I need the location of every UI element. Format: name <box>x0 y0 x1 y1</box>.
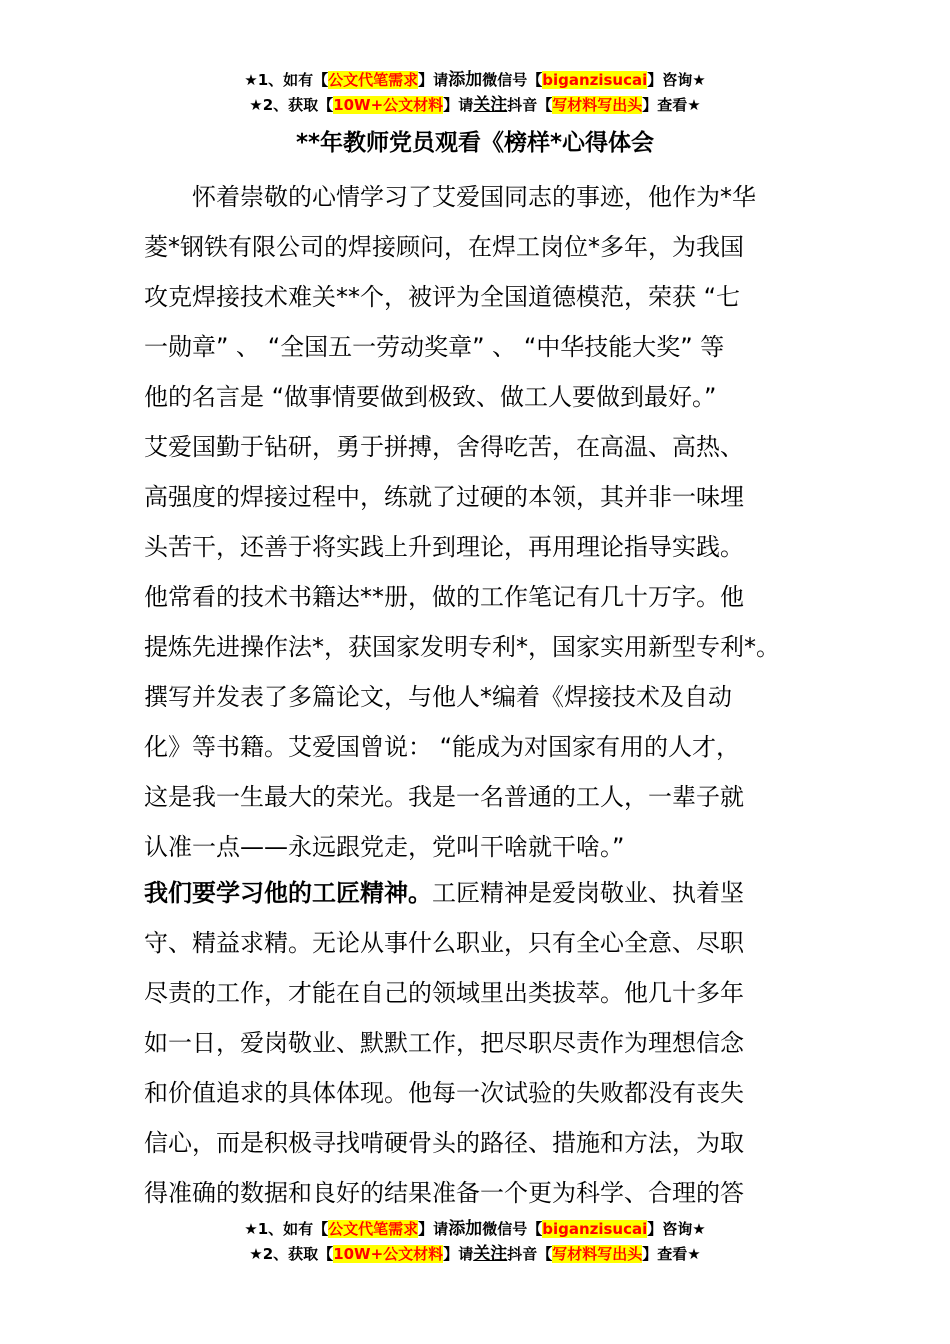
promo-line-2: ★2、获取【10W+公文材料】请关注抖音【写材料写出头】查看★ <box>249 1244 701 1264</box>
text-line: 怀着崇敬的心情学习了艾爱国同志的事迹，他作为*华 <box>144 183 756 211</box>
star-icon: ★ <box>244 1220 258 1238</box>
text-line: 提炼先进操作法*，获国家发明专利*，国家实用新型专利*。 <box>144 633 780 661</box>
highlight-writing-service: 公文代笔需求 <box>328 1220 419 1238</box>
highlight-douyin-account: 写材料写出头 <box>552 96 643 114</box>
highlight-wechat-id: biganzisucai <box>542 1220 648 1238</box>
text-line: 这是我一生最大的荣光。我是一名普通的工人，一辈子就 <box>144 783 744 811</box>
text-line: 头苦干，还善于将实践上升到理论，再用理论指导实践。 <box>144 533 744 561</box>
star-icon: ★ <box>244 71 258 89</box>
text-line: 菱*钢铁有限公司的焊接顾问，在焊工岗位*多年，为我国 <box>144 233 744 261</box>
bottom-promo-banner <box>0 1217 950 1267</box>
text-line: 我们要学习他的工匠精神。工匠精神是爱岗敬业、执着坚 <box>144 879 744 907</box>
text-line: 如一日，爱岗敬业、默默工作，把尽职尽责作为理想信念 <box>144 1029 744 1057</box>
document-title: **年教师党员观看《榜样*心得体会 <box>295 130 655 156</box>
text-line: 一勋章” 、 “全国五一劳动奖章” 、 “中华技能大奖” 等 <box>144 333 725 361</box>
star-icon: ★ <box>249 1245 263 1263</box>
highlight-douyin-account: 写材料写出头 <box>552 1245 643 1263</box>
body-paragraph-1 <box>144 172 834 872</box>
promo-line-1: ★1、如有【公文代笔需求】请添加微信号【biganzisucai】咨询★ <box>244 70 706 90</box>
text-line: 守、精益求精。无论从事什么职业，只有全心全意、尽职 <box>144 929 744 957</box>
highlight-wechat-id: biganzisucai <box>542 71 648 89</box>
text-line: 尽责的工作，才能在自己的领域里出类拔萃。他几十多年 <box>144 979 744 1007</box>
text-line: 他常看的技术书籍达**册，做的工作笔记有几十万字。他 <box>144 583 744 611</box>
text-line: 攻克焊接技术难关**个，被评为全国道德模范，荣获 “七 <box>144 283 741 311</box>
text-line: 信心，而是积极寻找啃硬骨头的路径、措施和方法，为取 <box>144 1129 744 1157</box>
text-line: 和价值追求的具体体现。他每一次试验的失败都没有丧失 <box>144 1079 744 1107</box>
highlight-materials: 10W+公文材料 <box>333 96 444 114</box>
highlight-writing-service: 公文代笔需求 <box>328 71 419 89</box>
text-line: 艾爱国勤于钻研，勇于拼搏，舍得吃苦，在高温、高热、 <box>144 433 744 461</box>
promo-line-1: ★1、如有【公文代笔需求】请添加微信号【biganzisucai】咨询★ <box>244 1219 706 1239</box>
text-line: 得准确的数据和良好的结果准备一个更为科学、合理的答 <box>144 1179 744 1207</box>
text-line: 化》等书籍。艾爱国曾说： “能成为对国家有用的人才， <box>144 733 741 761</box>
text-line: 他的名言是 “做事情要做到极致、做工人要做到最好。” <box>144 383 717 411</box>
text-line: 认准一点——永远跟党走，党叫干啥就干啥。” <box>144 833 625 861</box>
text-line: 撰写并发表了多篇论文，与他人*编着《焊接技术及自动 <box>144 683 732 711</box>
promo-line-2: ★2、获取【10W+公文材料】请关注抖音【写材料写出头】查看★ <box>249 95 701 115</box>
star-icon: ★ <box>249 96 263 114</box>
top-promo-banner <box>0 68 950 118</box>
text-line: 高强度的焊接过程中，练就了过硬的本领，其并非一味埋 <box>144 483 744 511</box>
body-paragraph-2 <box>144 868 834 1218</box>
section-lead-heading: 我们要学习他的工匠精神。 <box>144 879 432 907</box>
highlight-materials: 10W+公文材料 <box>333 1245 444 1263</box>
